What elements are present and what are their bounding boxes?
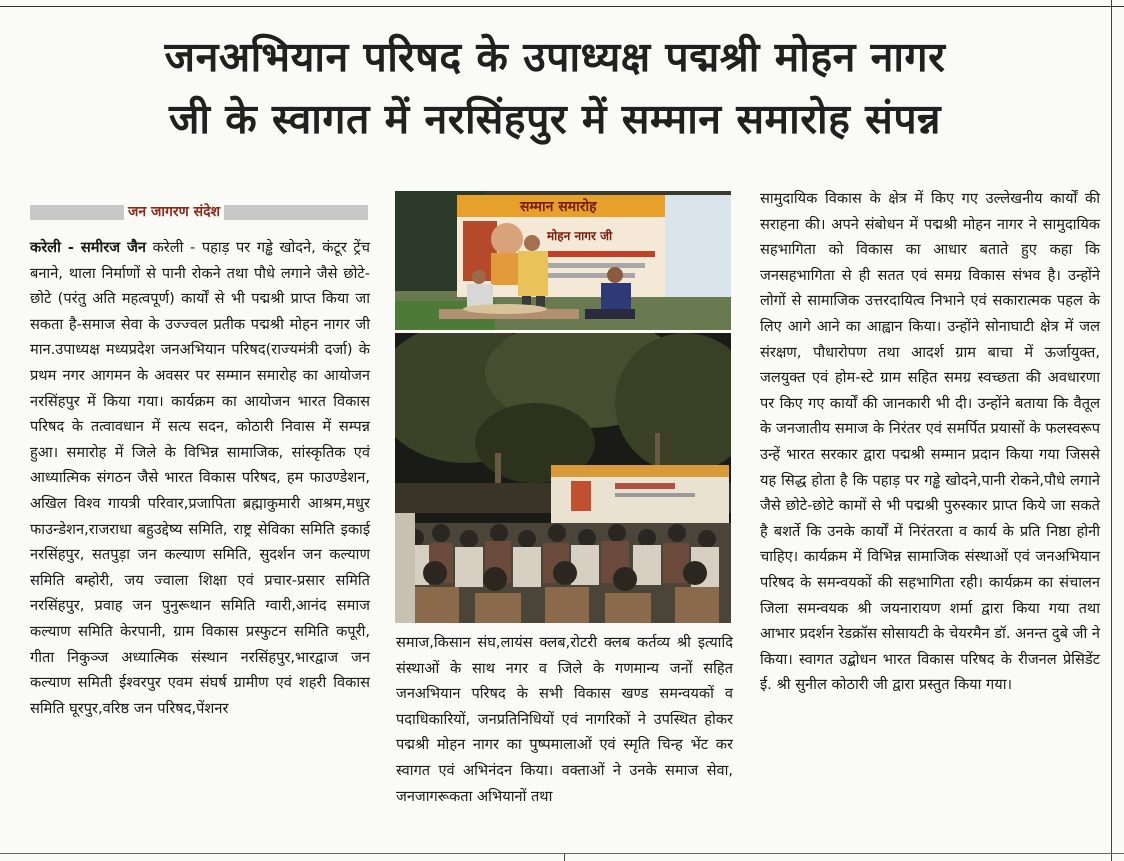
audience-photo-image	[395, 333, 731, 623]
article-column-3: सामुदायिक विकास के क्षेत्र में किए गए उल्लेखनीय कार्यों की सराहना की। अपने संबोधन में पद्मश्री मोहन नागर ने सामुदायिक सहभागिता को विकास का आधार बताते हुए कहा कि जनसहभागिता से ही सतत एवं समग्र विकास संभव है। उन्होंने लोगों से सामाजिक उत्तरदायित्व निभाने एवं सकारात्मक पहल के लिए आगे आने का आह्वान किया। उन्होंने सोनाघाटी क्षेत्र में जल संरक्षण, पौधारोपण तथा आदर्श ग्राम बाचा में ऊर्जायुक्त, जलयुक्त एवं होम-स्टे ग्राम सहित समग्र स्वच्छता की अवधारणा पर किए गए कार्यों की जानकारी भी दी। उन्होंने बताया कि वैतूल के जनजातीय समाज के निरंतर एवं समर्पित प्रयासों के फलस्वरूप उन्हें भारत सरकार द्वारा पद्मश्री सम्मान प्रदान किया गया जिससे यह सिद्ध होता है कि पहाड़ पर गड्ढे खोदने,पानी रोकने,पौधे लगाने जैसे छोटे-छोटे कामों से भी पद्मश्री पुरुस्कार प्राप्त किये जा सकते है बशर्ते कि उनके कार्यों में निरंतरता व कार्य के प्रति निष्ठा होनी चाहिए। कार्यक्रम में विभिन्न सामाजिक संस्थाओं एवं जनअभियान परिषद के समन्वयकों की सहभागिता रही। कार्यक्रम का संचालन जिला समन्वयक श्री जयनारायण शर्मा द्वारा किया गया तथा आभार प्रदर्शन रेडक्रॉस सोसायटी के चेयरमैन डॉ. अनन्त दुबे जी ने किया। स्वागत उद्बोधन भारत विकास परिषद के रीजनल प्रेसिडेंट ई. श्री सुनील कोठारी जी द्वारा प्रस्तुत किया गया।	[760, 190, 1100, 694]
audience-photo	[395, 333, 731, 623]
stage-photo-image	[395, 191, 731, 330]
headline	[10, 26, 1100, 150]
headline-line-2: जी के स्वागत में नरसिंहपुर में सम्मान समारोह संपन्न	[168, 95, 941, 143]
banner-title: सम्मान समारोह	[520, 199, 597, 215]
headline-line-1: जनअभियान परिषद के उपाध्यक्ष पद्मश्री मोहन नागर	[164, 33, 946, 81]
bottom-tick	[564, 854, 565, 861]
banner-name: मोहन नागर जी	[547, 229, 613, 243]
stage-photo	[395, 191, 731, 330]
dateline: करेली - समीरज जैन	[30, 239, 147, 256]
bottom-rule	[0, 853, 1124, 854]
column-1-text: करेली - पहाड़ पर गड्ढे खोदने, कंटूर ट्रेंच बनाने, थाला निर्माणों से पानी रोकने तथा पौधे लगाने जैसे छोटे-छोटे (परंतु अति महत्वपूर्ण) कार्यों से भी पद्मश्री प्राप्त किया जा सकता है-समाज सेवा के उज्ज्वल प्रतीक पद्मश्री मोहन नागर जी मान.उपाध्यक्ष मध्यप्रदेश जनअभियान परिषद(राज्यमंत्री दर्जा) के प्रथम नगर आगमन के अवसर पर सम्मान समारोह का आयोजन नरसिंहपुर में किया गया। कार्यक्रम का आयोजन भारत विकास परिषद के तत्वावधान में सत्य सदन, कोठारी निवास में सम्पन्न हुआ। समारोह में जिले के विभिन्न सामाजिक, सांस्कृतिक एवं आध्यात्मिक संगठन जैसे भारत विकास परिषद, हम फाउण्डेशन, अखिल विश्व गायत्री परिवार,प्रजापिता ब्रह्माकुमारी आश्रम,मधुर फाउन्डेशन,राजराधा बहुउद्देष्य समिति, राष्ट्र सेविका समिति इकाई नरसिंहपुर, सतपुड़ा जन कल्याण समिति, सुदर्शन जन कल्याण समिति बम्होरी, जय ज्वाला शिक्षा एवं प्रचार-प्रसार समिति नरसिंहपुर, प्रवाह जन पुनुरूथान समिति ग्वारी,आनंद समाज कल्याण समिति केरपानी, ग्राम विकास प्रस्फुटन समिति कपूरी, गीता निकुञ्ज अध्यात्मिक संस्थान नरसिंहपुर,भारद्वाज जन कल्याण समिती ईश्वरपुर एवम संघर्ष ग्रामीण एवं शहरी विकास समिति घूरपुर,वरिष्ठ जन परिषद,पेंशनर	[30, 239, 370, 717]
bureau-label: जन जागरण संदेश	[124, 201, 224, 223]
right-rule	[1111, 0, 1112, 861]
article-column-1	[30, 235, 370, 721]
top-rule	[0, 6, 1124, 7]
article-column-2: समाज,किसान संघ,लायंस क्लब,रोटरी क्लब कर्तव्य श्री इत्यादि संस्थाओं के साथ नगर व जिले के गणमान्य जनों सहित जनअभियान परिषद के सभी विकास खण्ड समन्वयकों व पदाधिकारियों, जनप्रतिनिधियों एवं नागरिकों ने उपस्थित होकर पद्मश्री मोहन नागर का पुष्पमालाओं एवं स्मृति चिन्ह भेंट कर स्वागत एवं अभिनंदन किया। वक्ताओं ने उनके समाज सेवा, जनजागरूकता अभियानों तथा	[396, 634, 733, 805]
